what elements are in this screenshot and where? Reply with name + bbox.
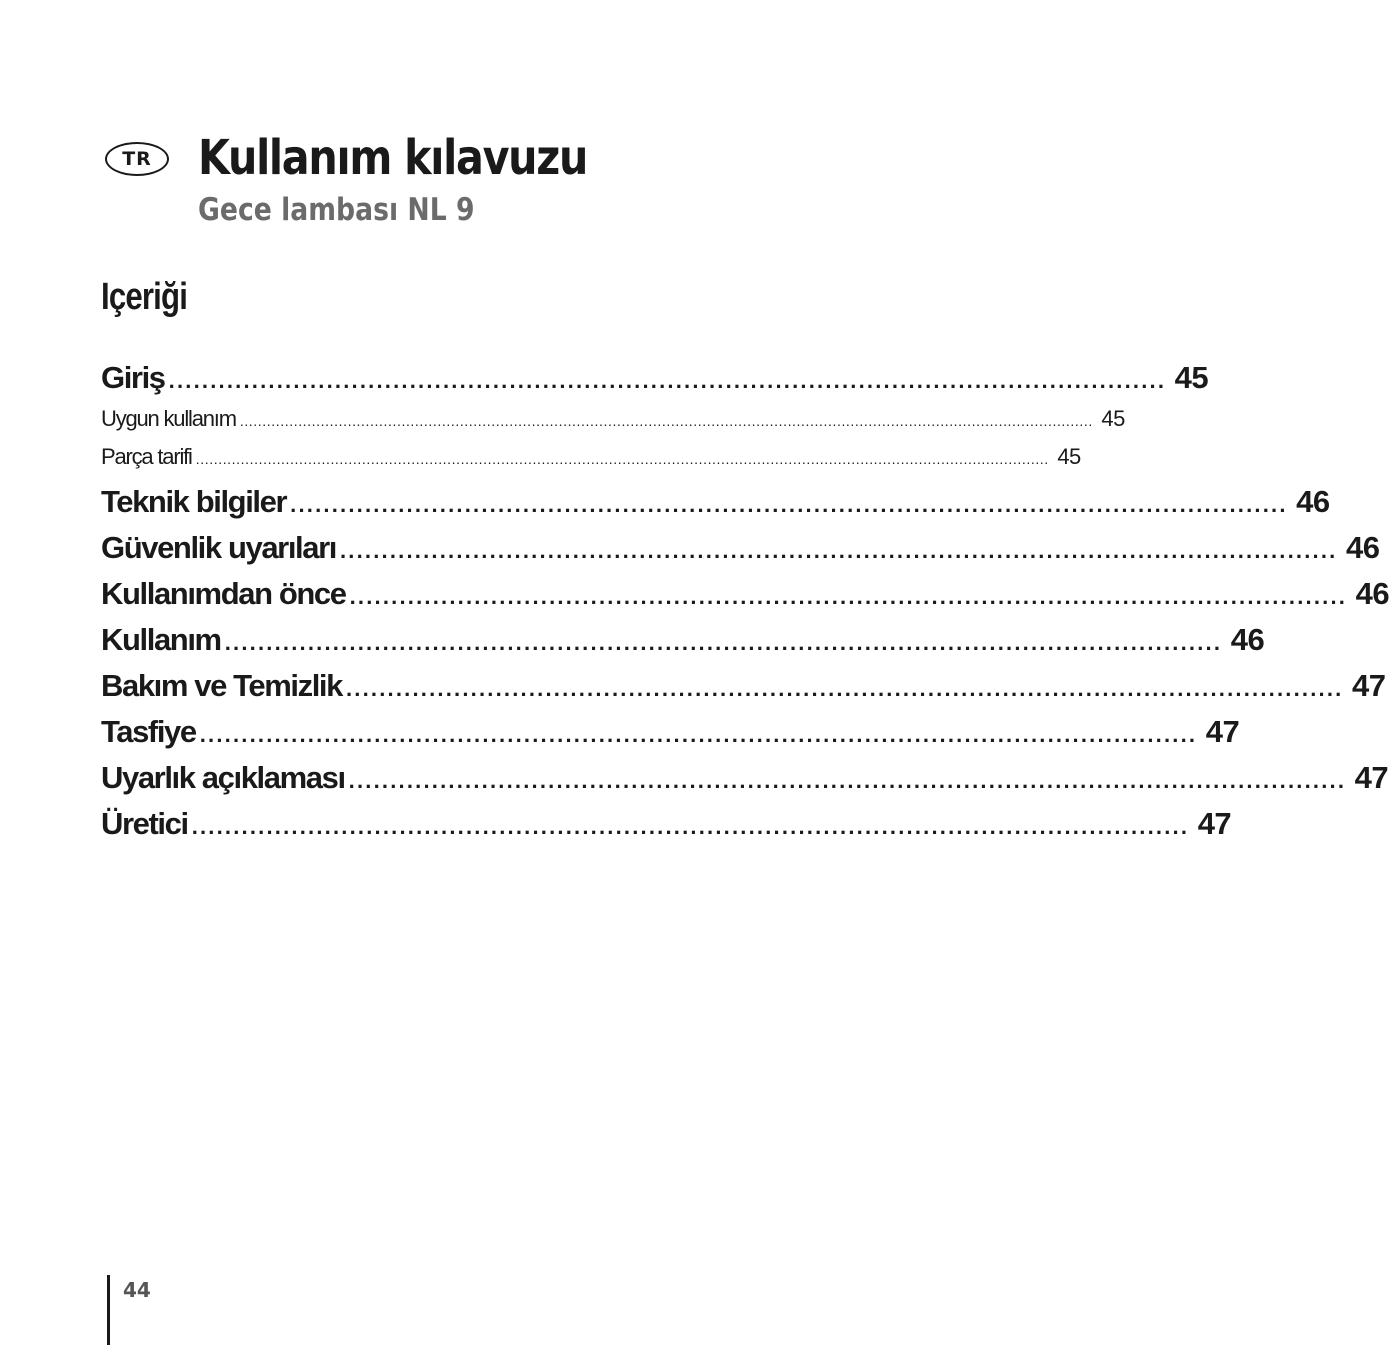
toc-entry-label: Parça tarifi <box>101 444 192 469</box>
toc-entry-bakim-ve-temizlik[interactable] <box>101 668 1386 708</box>
toc-entry-label: Kullanımdan önce <box>101 576 346 611</box>
toc-entry-label: Uyarlık açıklaması <box>101 760 345 795</box>
toc-entry-kullanim[interactable] <box>101 622 1265 662</box>
toc-entry-page: 46 <box>1296 484 1330 519</box>
toc-leader-dots: .............................................................................................................................................................................................. <box>239 413 1093 429</box>
toc-entry-page: 47 <box>1205 714 1240 749</box>
toc-leader-dots: ........................................................................................................................ <box>339 538 1338 563</box>
toc-entry-giris[interactable] <box>101 360 1209 400</box>
toc-entry-page: 47 <box>1354 760 1389 795</box>
toc-leader-dots: ........................................................................................................................ <box>191 814 1190 839</box>
document-title: Kullanım kılavuzu <box>198 130 588 186</box>
toc-entry-uretici[interactable] <box>101 806 1232 846</box>
toc-entry-uygun-kullanim[interactable] <box>101 406 1125 436</box>
toc-leader-dots: ........................................................................................................................ <box>345 676 1344 701</box>
toc-entry-page: 46 <box>1230 622 1265 657</box>
toc-entry-label: Bakım ve Temizlik <box>101 668 342 703</box>
toc-entry-parca-tarifi[interactable] <box>101 444 1081 474</box>
toc-entry-guvenlik-uyarilari[interactable] <box>101 530 1380 570</box>
toc-entry-label: Tasfiye <box>101 714 196 749</box>
page-margin-rule <box>107 1275 110 1345</box>
toc-entry-tasfiye[interactable] <box>101 714 1240 754</box>
toc-leader-dots: ........................................................................................................................ <box>199 722 1198 747</box>
toc-leader-dots: ........................................................................................................................ <box>348 768 1347 793</box>
toc-leader-dots: .............................................................................................................................................................................................. <box>195 451 1049 467</box>
toc-entry-page: 46 <box>1345 530 1380 565</box>
toc-entry-page: 46 <box>1355 576 1389 611</box>
toc-entry-label: Kullanım <box>101 622 221 657</box>
toc-leader-dots: ........................................................................................................................ <box>224 630 1223 655</box>
toc-leader-dots: ........................................................................................................................ <box>290 492 1288 517</box>
language-badge <box>105 142 169 176</box>
language-badge-label: TR <box>122 148 152 170</box>
document-subtitle: Gece lambası NL 9 <box>198 192 475 228</box>
toc-entry-label: Giriş <box>101 360 165 395</box>
page-number: 44 <box>123 1278 151 1302</box>
toc-entry-page: 47 <box>1351 668 1386 703</box>
toc-entry-page: 45 <box>1057 444 1081 469</box>
toc-entry-label: Üretici <box>101 806 188 841</box>
toc-entry-page: 45 <box>1174 360 1209 395</box>
toc-entry-label: Teknik bilgiler <box>101 484 287 519</box>
toc-entry-label: Uygun kullanım <box>101 406 236 431</box>
toc-entry-page: 45 <box>1101 406 1125 431</box>
toc-leader-dots: ........................................................................................................................ <box>349 584 1348 609</box>
toc-entry-label: Güvenlik uyarıları <box>101 530 336 565</box>
toc-entry-teknik-bilgiler[interactable] <box>101 484 1330 524</box>
contents-heading: Içeriği <box>101 276 188 318</box>
toc-entry-uyarlik-aciklamasi[interactable] <box>101 760 1389 800</box>
toc-leader-dots: ........................................................................................................................ <box>168 368 1167 393</box>
toc-entry-kullanimdan-once[interactable] <box>101 576 1389 616</box>
toc-entry-page: 47 <box>1197 806 1232 841</box>
